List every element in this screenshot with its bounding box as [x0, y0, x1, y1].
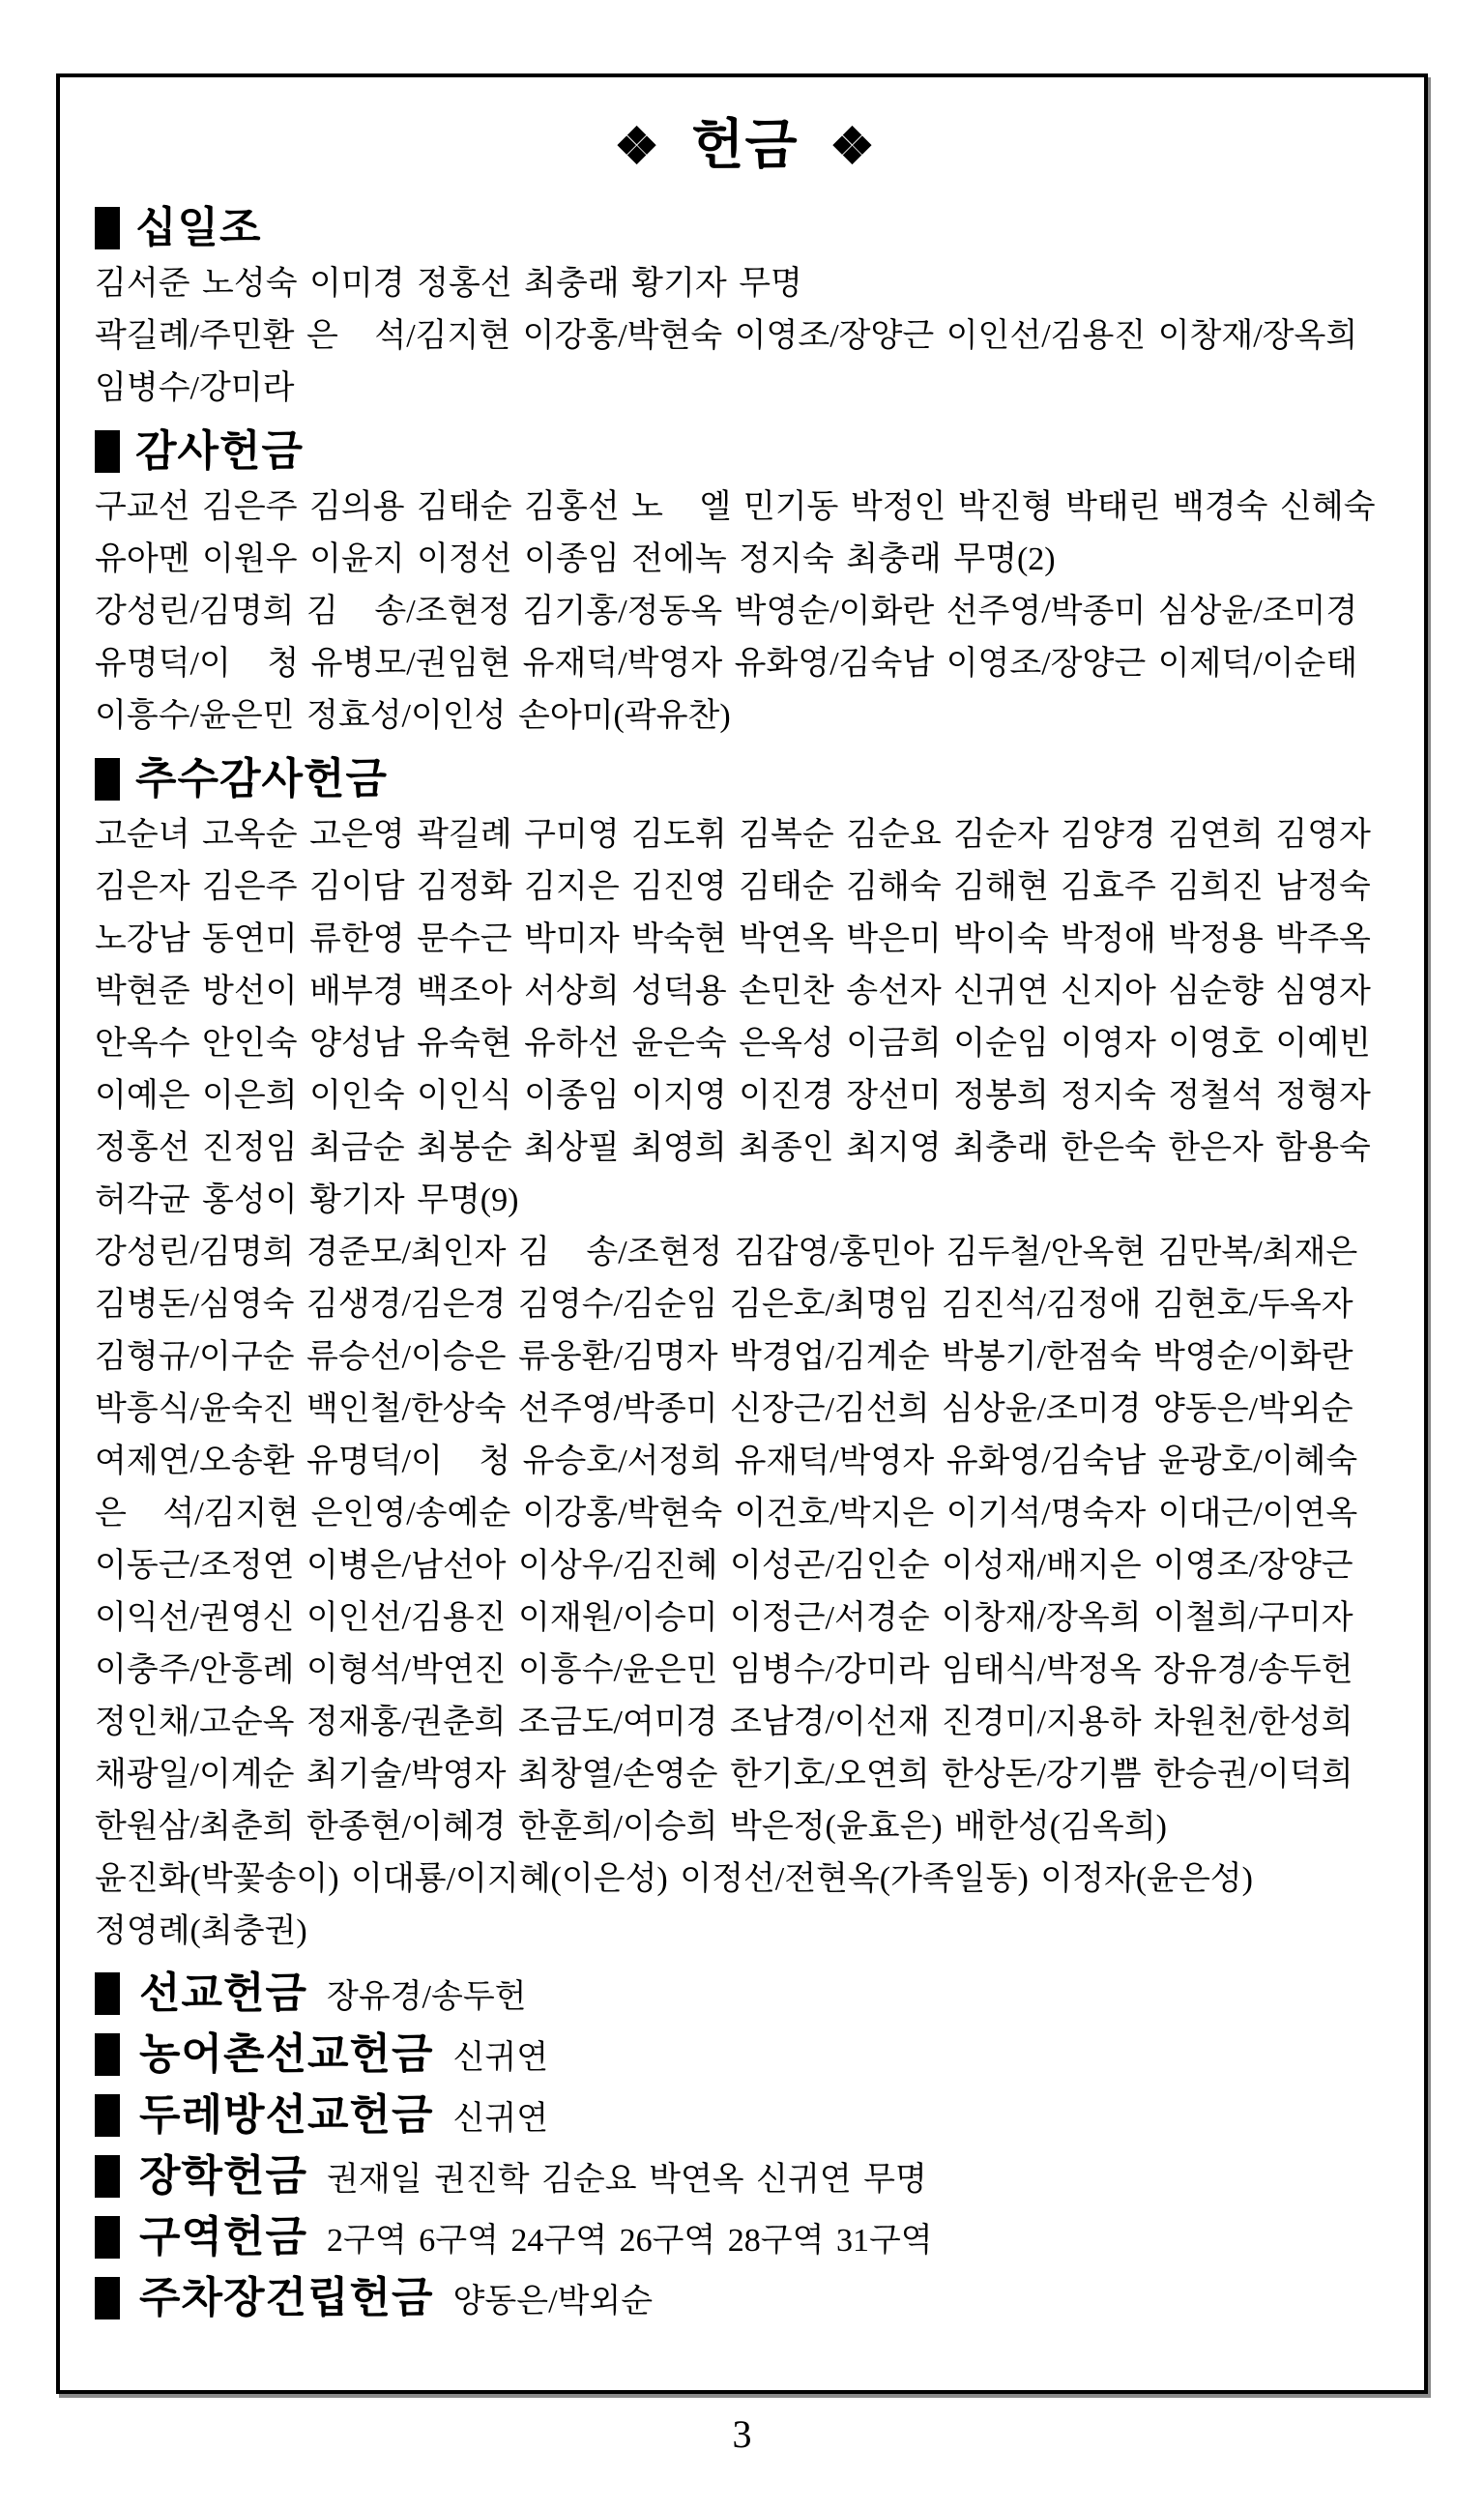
- section-district: [95, 2211, 1395, 2262]
- section-label: 감사헌금: [135, 427, 305, 475]
- name-list-line: 김형규/이구순 류승선/이승은 류웅환/김명자 박경업/김계순 박봉기/한점숙 박영순/이화란: [95, 1339, 1353, 1375]
- name-list-line: 허각균 홍성이 황기자 무명(9): [95, 1182, 519, 1218]
- name-list-line: 안옥수 안인숙 양성남 유숙현 유하선 윤은숙 은옥성 이금희 이순임 이영자 이영호 이예빈: [95, 1026, 1371, 1062]
- name-list-line: 이충주/안흥례 이형석/박연진 이흥수/윤은민 임병수/강미라 임태식/박정옥 장유경/송두헌: [95, 1652, 1353, 1688]
- section-thanksgiving: [95, 426, 1395, 743]
- section-label: 농어촌선교헌금: [139, 2030, 434, 2078]
- name-list-line: 김병돈/심영숙 김생경/김은경 김영수/김순임 김은호/최명임 김진석/김정애 김현호/두옥자: [95, 1287, 1353, 1323]
- name-list-line: 강성린/김명희 경준모/최인자 김 송/조현정 김갑영/홍민아 김두철/안옥현 김만복/최재은: [95, 1235, 1358, 1270]
- section-harvest-thanksgiving: [95, 754, 1395, 1958]
- section-rural-mission: [95, 2028, 1395, 2080]
- name-list-line: 은 석/김지현 은인영/송예순 이강홍/박현숙 이건호/박지은 이기석/명숙자 이대근/이연옥: [95, 1496, 1358, 1532]
- section-marker-icon: [95, 758, 120, 801]
- page-number: 3: [732, 2412, 752, 2456]
- section-marker-icon: [95, 1972, 120, 2015]
- section-label: 추수감사헌금: [135, 755, 389, 802]
- section-label: 십일조: [135, 204, 262, 251]
- diamond-ornament-right-icon: ❖: [829, 119, 876, 175]
- section-mission: [95, 1968, 1395, 2019]
- name-list-inline: 양동은/박외순: [452, 2284, 654, 2319]
- page-title-text: 헌금: [691, 114, 799, 175]
- name-list-line: 임병수/강미라: [95, 370, 295, 406]
- section-marker-icon: [95, 2216, 120, 2259]
- section-marker-icon: [95, 430, 120, 473]
- section-marker-icon: [95, 2033, 120, 2076]
- section-header: [95, 426, 1395, 476]
- section-marker-icon: [95, 2277, 120, 2319]
- section-label: 구역헌금: [139, 2213, 308, 2261]
- name-list-line: 김서준 노성숙 이미경 정홍선 최충래 황기자 무명: [95, 266, 802, 302]
- section-label: 장학헌금: [139, 2152, 308, 2200]
- name-list-line: 정홍선 진정임 최금순 최봉순 최상필 최영희 최종인 최지영 최충래 한은숙 한은자 함용숙: [95, 1130, 1371, 1166]
- name-list-line: 정영례(최충권): [95, 1913, 307, 1949]
- section-label: 주차장건립헌금: [139, 2274, 434, 2321]
- name-list-line: 고순녀 고옥순 고은영 곽길례 구미영 김도휘 김복순 김순요 김순자 김양경 김연희 김영자: [95, 817, 1371, 853]
- name-list-line: 여제연/오송환 유명덕/이 청 유승호/서정희 유재덕/박영자 유화영/김숙남 윤광호/이혜숙: [95, 1444, 1358, 1479]
- name-list-line: 윤진화(박꽃송이) 이대룡/이지혜(이은성) 이정선/전현옥(가족일동) 이정자(윤은성): [95, 1861, 1253, 1897]
- section-marker-icon: [95, 2155, 120, 2198]
- name-list-inline: 장유경/송두헌: [327, 1979, 527, 2015]
- section-marker-icon: [95, 2094, 120, 2137]
- name-list-line: 김은자 김은주 김이담 김정화 김지은 김진영 김태순 김해숙 김해현 김효주 김희진 남정숙: [95, 869, 1371, 905]
- section-scholarship: [95, 2150, 1395, 2202]
- name-list-line: 노강남 동연미 류한영 문수근 박미자 박숙현 박연옥 박은미 박이숙 박정애 박정용 박주옥: [95, 921, 1371, 957]
- name-list-line: 이예은 이은희 이인숙 이인식 이종임 이지영 이진경 장선미 정봉희 정지숙 정철석 정형자: [95, 1078, 1371, 1114]
- name-list-line: 곽길례/주민환 은 석/김지현 이강홍/박현숙 이영조/장양근 이인선/김용진 이창재/장옥희: [95, 318, 1358, 354]
- section-header: [95, 203, 1395, 252]
- content-frame: [56, 73, 1428, 2394]
- name-list-line: 이동근/조정연 이병은/남선아 이상우/김진혜 이성곤/김인순 이성재/배지은 이영조/장양근: [95, 1548, 1353, 1584]
- section-label: 두레방선교헌금: [139, 2091, 434, 2139]
- name-list-line: 채광일/이계순 최기술/박영자 최창열/손영순 한기호/오연희 한상돈/강기쁨 한승권/이덕희: [95, 1757, 1353, 1793]
- section-parking-lot: [95, 2272, 1395, 2323]
- name-list-line: 한원삼/최춘희 한종현/이혜경 한훈희/이승희 박은정(윤효은) 배한성(김옥희): [95, 1809, 1167, 1845]
- name-list-line: 유아멘 이원우 이윤지 이정선 이종임 전에녹 정지숙 최충래 무명(2): [95, 541, 1056, 577]
- name-list-line: 구교선 김은주 김의용 김태순 김홍선 노 엘 민기동 박정인 박진형 박태린 백경숙 신혜숙: [95, 489, 1376, 525]
- name-list-inline: 2구역 6구역 24구역 26구역 28구역 31구역: [327, 2223, 933, 2259]
- section-marker-icon: [95, 207, 120, 249]
- name-list-inline: 신귀연: [452, 2101, 549, 2137]
- diamond-ornament-left-icon: ❖: [614, 119, 660, 175]
- name-list-line: 이흥수/윤은민 정효성/이인성 손아미(곽유찬): [95, 698, 731, 734]
- name-list-line: 강성린/김명희 김 송/조현정 김기홍/정동옥 박영순/이화란 선주영/박종미 심상윤/조미경: [95, 594, 1358, 629]
- section-header: [95, 754, 1395, 803]
- name-list-line: 박현준 방선이 배부경 백조아 서상희 성덕용 손민찬 송선자 신귀연 신지아 심순향 심영자: [95, 974, 1371, 1009]
- name-list-inline: 신귀연: [452, 2040, 549, 2076]
- page-title: [95, 114, 1395, 178]
- name-list-line: 박흥식/윤숙진 백인철/한상숙 선주영/박종미 신장근/김선희 심상윤/조미경 양동은/박외순: [95, 1391, 1353, 1427]
- name-list-inline: 권재일 권진학 김순요 박연옥 신귀연 무명: [327, 2162, 927, 2198]
- section-durebang-mission: [95, 2089, 1395, 2141]
- section-label: 선교헌금: [139, 1969, 308, 2017]
- name-list-line: 정인채/고순옥 정재홍/권춘희 조금도/여미경 조남경/이선재 진경미/지용하 차원천/한성희: [95, 1705, 1353, 1740]
- name-list-line: 이익선/권영신 이인선/김용진 이재원/이승미 이정근/서경순 이창재/장옥희 이철희/구미자: [95, 1600, 1353, 1636]
- section-tithe: [95, 203, 1395, 415]
- name-list-line: 유명덕/이 청 유병모/권임현 유재덕/박영자 유화영/김숙남 이영조/장양근 이제덕/이순태: [95, 646, 1358, 682]
